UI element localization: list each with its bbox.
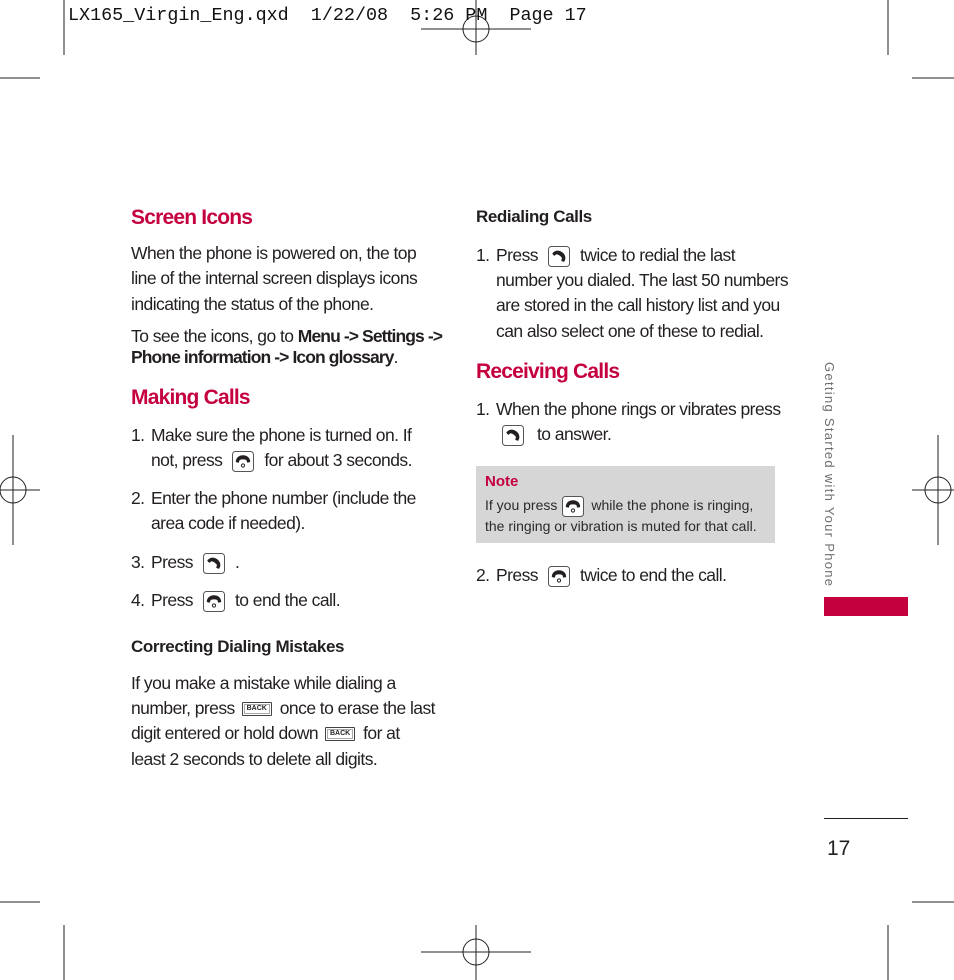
text-segment: once to erase the last	[279, 698, 435, 718]
step-text: for about 3 seconds.	[264, 450, 412, 470]
making-calls-step	[131, 552, 239, 574]
step-number: 2.	[476, 565, 490, 585]
heading-screen-icons: Screen Icons	[131, 206, 253, 229]
step-text: not, press	[151, 450, 223, 470]
back-key-icon	[325, 727, 355, 741]
end-key-icon	[562, 496, 584, 517]
path-end-punctuation: .	[393, 347, 398, 367]
making-calls-step	[131, 590, 340, 612]
redialing-step	[476, 245, 735, 267]
note-title: Note	[485, 473, 519, 490]
step-text: Make sure the phone is turned on. If	[151, 425, 412, 445]
step-text: .	[234, 552, 240, 572]
redialing-step-continued: can also select one of these to redial.	[496, 321, 764, 341]
step-text: Press	[496, 245, 538, 265]
screen-icons-text-line: line of the internal screen displays icons	[131, 268, 418, 288]
correcting-text-line	[131, 723, 400, 743]
registration-mark-icon-bottom	[421, 925, 531, 980]
making-calls-step-continued: area code if needed).	[151, 513, 305, 533]
path-intro-text: To see the icons, go to	[131, 326, 298, 346]
step-text: Press	[496, 565, 538, 585]
heading-redialing-calls: Redialing Calls	[476, 207, 592, 226]
back-key-label: BACK	[246, 705, 267, 713]
screen-icons-text-line: When the phone is powered on, the top	[131, 243, 417, 263]
send-key-icon	[502, 425, 524, 446]
text-segment: digit entered or hold down	[131, 723, 319, 743]
making-calls-step-continued	[151, 450, 412, 472]
back-key-icon	[242, 702, 272, 716]
note-box	[476, 466, 775, 543]
send-key-icon	[203, 553, 225, 574]
making-calls-step	[131, 425, 411, 445]
end-key-icon	[203, 591, 225, 612]
text-segment: while the phone is ringing,	[591, 497, 754, 514]
correcting-text-line: If you make a mistake while dialing a	[131, 673, 396, 693]
step-text: When the phone rings or vibrates press	[496, 399, 781, 419]
receiving-step	[476, 399, 781, 419]
step-number: 1.	[131, 425, 145, 445]
text-segment: If you press	[485, 497, 558, 514]
section-tab-bar	[824, 597, 908, 616]
receiving-step	[476, 565, 726, 587]
screen-icons-text-line: indicating the status of the phone.	[131, 294, 374, 314]
receiving-step-continued	[496, 424, 611, 446]
redialing-step-continued: number you dialed. The last 50 numbers	[496, 270, 789, 290]
note-text-line	[485, 496, 753, 517]
note-text-line: the ringing or vibration is muted for that call.	[485, 518, 757, 534]
icon-glossary-path-line	[131, 326, 442, 346]
step-text: Press	[151, 590, 193, 610]
heading-correcting-dialing-mistakes: Correcting Dialing Mistakes	[131, 637, 345, 656]
step-number: 1.	[476, 245, 490, 265]
registration-mark-icon-left	[0, 435, 40, 545]
print-slug-line: LX165_Virgin_Eng.qxd 1/22/08 5:26 PM Page 17	[68, 5, 587, 26]
text-segment: for at	[363, 723, 400, 743]
step-text: to answer.	[537, 424, 612, 444]
step-number: 1.	[476, 399, 490, 419]
menu-path-part1: Menu -> Settings ->	[297, 326, 443, 346]
correcting-text-line: least 2 seconds to delete all digits.	[131, 749, 378, 769]
page-number: 17	[827, 837, 851, 860]
correcting-text-line	[131, 698, 435, 718]
menu-path-part2: Phone information -> Icon glossary	[131, 347, 394, 367]
section-side-label: Getting Started with Your Phone	[822, 362, 837, 588]
step-text: Enter the phone number (include the	[151, 488, 416, 508]
step-text: Press	[151, 552, 193, 572]
send-key-icon	[548, 246, 570, 267]
back-key-label: BACK	[329, 730, 351, 738]
page-number-rule	[824, 818, 908, 819]
registration-mark-icon-right	[912, 435, 954, 545]
heading-receiving-calls: Receiving Calls	[476, 360, 620, 383]
making-calls-step	[131, 488, 416, 508]
step-text: twice to end the call.	[579, 565, 727, 585]
step-text: to end the call.	[234, 590, 341, 610]
end-key-icon	[232, 451, 254, 472]
step-number: 3.	[131, 552, 145, 572]
end-key-icon	[548, 566, 570, 587]
redialing-step-continued: are stored in the call history list and you	[496, 295, 780, 315]
icon-glossary-path-line	[131, 347, 398, 367]
text-segment: number, press	[131, 698, 235, 718]
step-text: twice to redial the last	[579, 245, 736, 265]
step-number: 2.	[131, 488, 145, 508]
heading-making-calls: Making Calls	[131, 386, 250, 409]
step-number: 4.	[131, 590, 145, 610]
